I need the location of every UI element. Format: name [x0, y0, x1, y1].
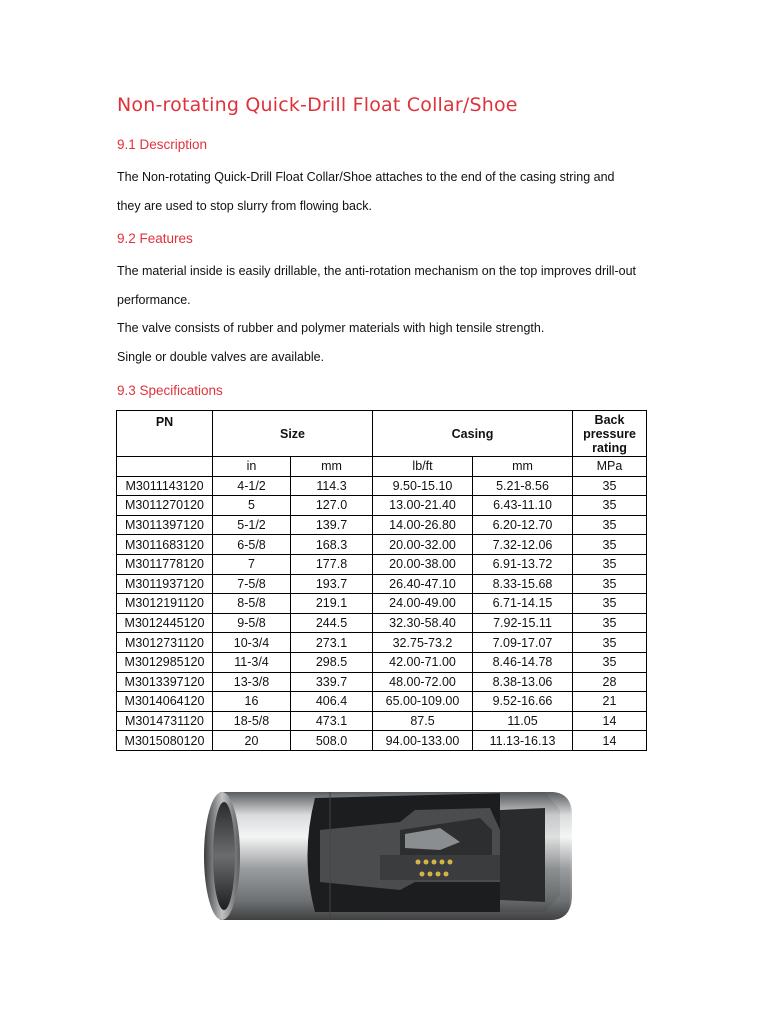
unit-cell: MPa	[573, 457, 647, 477]
casing-mm-cell: 6.71-14.15	[473, 594, 573, 614]
casing-lbft-cell: 32.30-58.40	[373, 613, 473, 633]
pn-cell: M3012985120	[117, 652, 213, 672]
casing-lbft-cell: 94.00-133.00	[373, 731, 473, 751]
size-mm-cell: 139.7	[291, 515, 373, 535]
size-in-cell: 7	[213, 554, 291, 574]
table-row	[117, 574, 647, 594]
back-pressure-cell: 35	[573, 574, 647, 594]
casing-mm-cell: 8.46-14.78	[473, 652, 573, 672]
table-row	[117, 633, 647, 653]
header-size: Size	[213, 411, 373, 457]
float-collar-icon	[200, 770, 580, 935]
table-row	[117, 692, 647, 712]
size-in-cell: 11-3/4	[213, 652, 291, 672]
page-title: Non-rotating Quick-Drill Float Collar/Shoe	[117, 94, 518, 116]
pn-cell: M3014064120	[117, 692, 213, 712]
casing-mm-cell: 7.92-15.11	[473, 613, 573, 633]
size-mm-cell: 298.5	[291, 652, 373, 672]
size-in-cell: 20	[213, 731, 291, 751]
table-row	[117, 731, 647, 751]
table-row	[117, 711, 647, 731]
section-heading-description: 9.1 Description	[117, 137, 208, 152]
casing-mm-cell: 11.13-16.13	[473, 731, 573, 751]
table-row	[117, 594, 647, 614]
pn-cell: M3011937120	[117, 574, 213, 594]
unit-cell: mm	[473, 457, 573, 477]
table-row	[117, 535, 647, 555]
size-in-cell: 9-5/8	[213, 613, 291, 633]
size-mm-cell: 168.3	[291, 535, 373, 555]
pn-cell: M3013397120	[117, 672, 213, 692]
features-line-2: performance.	[117, 293, 191, 307]
pn-cell: M3011778120	[117, 554, 213, 574]
size-mm-cell: 273.1	[291, 633, 373, 653]
casing-mm-cell: 9.52-16.66	[473, 692, 573, 712]
casing-mm-cell: 6.43-11.10	[473, 496, 573, 516]
casing-mm-cell: 7.09-17.07	[473, 633, 573, 653]
pn-cell: M3015080120	[117, 731, 213, 751]
back-pressure-cell: 35	[573, 594, 647, 614]
size-mm-cell: 177.8	[291, 554, 373, 574]
table-row	[117, 652, 647, 672]
back-pressure-cell: 14	[573, 731, 647, 751]
casing-lbft-cell: 87.5	[373, 711, 473, 731]
casing-lbft-cell: 32.75-73.2	[373, 633, 473, 653]
size-in-cell: 8-5/8	[213, 594, 291, 614]
unit-cell: mm	[291, 457, 373, 477]
casing-lbft-cell: 14.00-26.80	[373, 515, 473, 535]
table-row	[117, 554, 647, 574]
back-pressure-cell: 21	[573, 692, 647, 712]
size-mm-cell: 127.0	[291, 496, 373, 516]
specifications-table-body	[117, 476, 647, 750]
header-casing: Casing	[373, 411, 573, 457]
pn-cell: M3011143120	[117, 476, 213, 496]
size-in-cell: 5	[213, 496, 291, 516]
size-in-cell: 4-1/2	[213, 476, 291, 496]
casing-mm-cell: 6.20-12.70	[473, 515, 573, 535]
back-pressure-cell: 28	[573, 672, 647, 692]
back-pressure-cell: 35	[573, 633, 647, 653]
size-in-cell: 18-5/8	[213, 711, 291, 731]
size-in-cell: 6-5/8	[213, 535, 291, 555]
units-row	[117, 457, 647, 477]
casing-lbft-cell: 13.00-21.40	[373, 496, 473, 516]
size-mm-cell: 244.5	[291, 613, 373, 633]
table-row	[117, 613, 647, 633]
table-row	[117, 496, 647, 516]
size-in-cell: 5-1/2	[213, 515, 291, 535]
header-back-pressure-rating	[573, 411, 647, 457]
casing-mm-cell: 11.05	[473, 711, 573, 731]
size-in-cell: 7-5/8	[213, 574, 291, 594]
casing-lbft-cell: 9.50-15.10	[373, 476, 473, 496]
size-in-cell: 16	[213, 692, 291, 712]
casing-mm-cell: 8.38-13.06	[473, 672, 573, 692]
size-mm-cell: 339.7	[291, 672, 373, 692]
pn-cell: M3011270120	[117, 496, 213, 516]
back-pressure-cell: 35	[573, 652, 647, 672]
size-mm-cell: 508.0	[291, 731, 373, 751]
casing-lbft-cell: 20.00-38.00	[373, 554, 473, 574]
back-pressure-cell: 35	[573, 554, 647, 574]
description-line-1: The Non-rotating Quick-Drill Float Collar/Shoe attaches to the end of the casing string and	[117, 170, 615, 184]
header-back-pressure-line-3: rating	[592, 440, 627, 455]
casing-lbft-cell: 65.00-109.00	[373, 692, 473, 712]
pn-cell: M3012445120	[117, 613, 213, 633]
pn-cell: M3012731120	[117, 633, 213, 653]
casing-lbft-cell: 26.40-47.10	[373, 574, 473, 594]
float-collar-cutaway-illustration	[200, 770, 580, 935]
back-pressure-cell: 35	[573, 535, 647, 555]
features-line-1: The material inside is easily drillable, the anti-rotation mechanism on the top improves drill-out	[117, 264, 636, 278]
unit-cell: lb/ft	[373, 457, 473, 477]
specifications-table	[116, 410, 647, 751]
casing-lbft-cell: 48.00-72.00	[373, 672, 473, 692]
size-mm-cell: 114.3	[291, 476, 373, 496]
size-mm-cell: 219.1	[291, 594, 373, 614]
back-pressure-cell: 14	[573, 711, 647, 731]
pn-cell: M3012191120	[117, 594, 213, 614]
back-pressure-cell: 35	[573, 515, 647, 535]
pn-cell: M3011397120	[117, 515, 213, 535]
size-in-cell: 13-3/8	[213, 672, 291, 692]
pn-cell: M3014731120	[117, 711, 213, 731]
features-line-3: The valve consists of rubber and polymer materials with high tensile strength.	[117, 321, 545, 335]
back-pressure-cell: 35	[573, 496, 647, 516]
header-back-pressure-line-1: Back	[594, 412, 625, 427]
back-pressure-cell: 35	[573, 613, 647, 633]
features-line-4: Single or double valves are available.	[117, 350, 325, 364]
casing-mm-cell: 5.21-8.56	[473, 476, 573, 496]
table-row	[117, 476, 647, 496]
section-heading-features: 9.2 Features	[117, 231, 193, 246]
unit-cell-pn-blank	[117, 457, 213, 477]
header-back-pressure-line-2: pressure	[583, 426, 636, 441]
header-pn: PN	[117, 411, 213, 457]
back-pressure-cell: 35	[573, 476, 647, 496]
casing-lbft-cell: 20.00-32.00	[373, 535, 473, 555]
casing-mm-cell: 7.32-12.06	[473, 535, 573, 555]
unit-cell: in	[213, 457, 291, 477]
description-line-2: they are used to stop slurry from flowing back.	[117, 199, 372, 213]
table-row	[117, 515, 647, 535]
section-heading-specifications: 9.3 Specifications	[117, 383, 223, 398]
casing-lbft-cell: 24.00-49.00	[373, 594, 473, 614]
casing-mm-cell: 8.33-15.68	[473, 574, 573, 594]
size-mm-cell: 406.4	[291, 692, 373, 712]
casing-mm-cell: 6.91-13.72	[473, 554, 573, 574]
casing-lbft-cell: 42.00-71.00	[373, 652, 473, 672]
table-row	[117, 672, 647, 692]
size-in-cell: 10-3/4	[213, 633, 291, 653]
pn-cell: M3011683120	[117, 535, 213, 555]
size-mm-cell: 473.1	[291, 711, 373, 731]
size-mm-cell: 193.7	[291, 574, 373, 594]
